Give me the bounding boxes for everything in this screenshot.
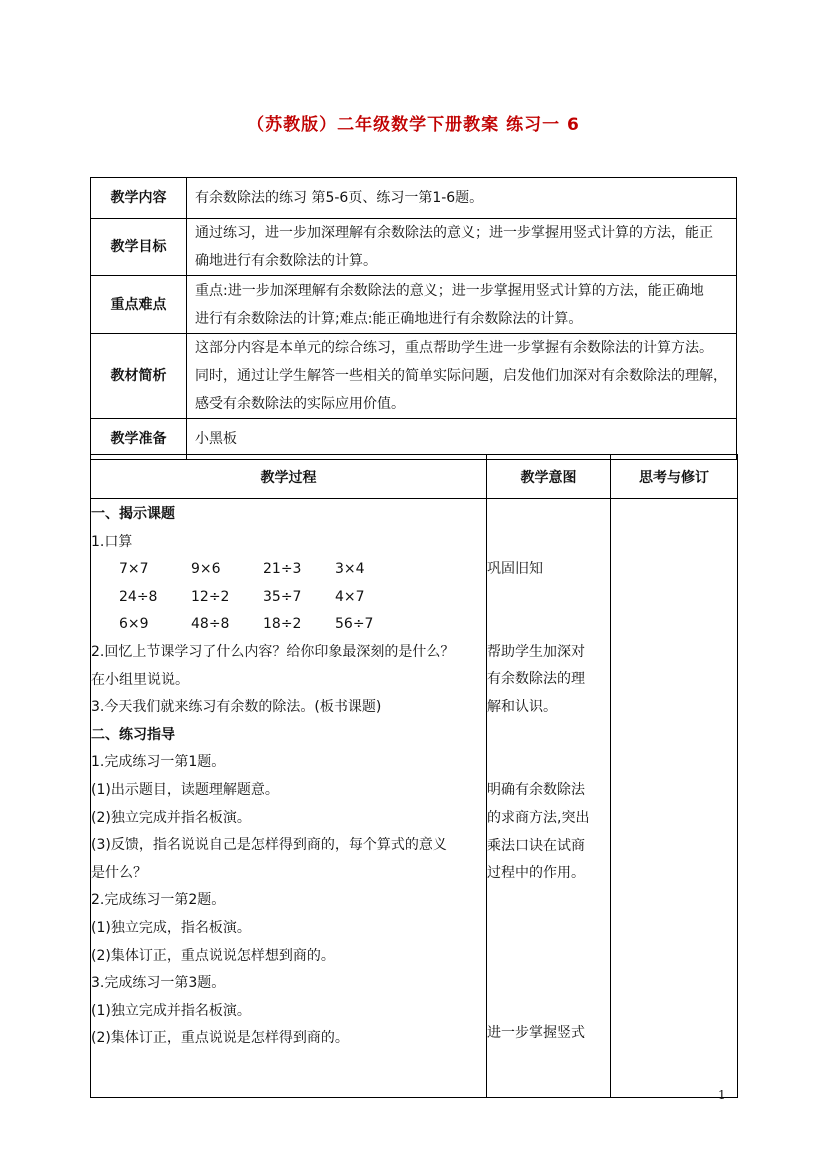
info-line: 小黑板 (195, 431, 237, 447)
intent-line: 巩固旧知 (487, 561, 543, 577)
process-line: (2)独立完成并指名板演。 (91, 809, 251, 826)
calc-item: 24÷8 (119, 588, 158, 605)
calc-item: 56÷7 (335, 616, 374, 633)
calc-item: 21÷3 (263, 561, 302, 578)
info-row-analysis (91, 334, 737, 419)
info-value (187, 219, 737, 276)
calc-row (91, 556, 486, 584)
intent-line: 有余数除法的理 (487, 671, 585, 688)
calc-row (91, 584, 486, 612)
header-process: 教学过程 (91, 455, 487, 499)
info-line: 进行有余数除法的计算;难点:能正确地进行有余数除法的计算。 (195, 310, 583, 327)
section-heading: 一、揭示课题 (91, 506, 175, 522)
calc-item: 7×7 (119, 561, 149, 578)
info-line: 有余数除法的练习 第5-6页、练习一第1-6题。 (195, 190, 484, 206)
process-body-row (91, 499, 738, 1098)
calc-item: 35÷7 (263, 588, 302, 605)
info-label: 教学内容 (91, 178, 187, 219)
page-title: （苏教版）二年级数学下册教案 练习一 6 (247, 115, 580, 135)
intent-line: 乘法口诀在试商 (487, 837, 585, 854)
intent-column (487, 499, 611, 1098)
process-line: 是什么？ (91, 864, 147, 881)
intent-line: 帮助学生加深对 (487, 643, 585, 660)
teaching-process-table (90, 454, 738, 1098)
info-label: 教材简析 (91, 334, 187, 419)
calc-item: 4×7 (335, 588, 365, 605)
process-line: (2)集体订正，重点说说是怎样得到商的。 (91, 1030, 349, 1047)
info-value (187, 276, 737, 334)
calc-item: 12÷2 (191, 588, 230, 605)
info-label: 重点难点 (91, 276, 187, 334)
lesson-info-table (90, 177, 737, 460)
process-line: 1.完成练习一第1题。 (91, 754, 226, 771)
info-label: 教学目标 (91, 219, 187, 276)
intent-line: 进一步掌握竖式 (487, 1024, 585, 1041)
calc-item: 3×4 (335, 561, 365, 578)
info-line: 通过练习，进一步加深理解有余数除法的意义；进一步掌握用竖式计算的方法，能正 (195, 225, 713, 241)
info-line: 重点:进一步加深理解有余数除法的意义；进一步掌握用竖式计算的方法，能正确地 (195, 282, 704, 299)
info-value (187, 334, 737, 419)
process-line: (1)独立完成，指名板演。 (91, 919, 251, 936)
process-line: 在小组里说说。 (91, 671, 189, 688)
info-value (187, 178, 737, 219)
info-line: 确地进行有余数除法的计算。 (195, 253, 377, 269)
process-line: (1)出示题目，读题理解题意。 (91, 781, 279, 798)
calc-item: 9×6 (191, 561, 221, 578)
info-label: 教学准备 (91, 419, 187, 460)
process-line: 3.今天我们就来练习有余数的除法。(板书课题) (91, 699, 382, 716)
header-intent: 教学意图 (487, 455, 611, 499)
process-line: 2.回忆上节课学习了什么内容？给你印象最深刻的是什么？ (91, 643, 455, 660)
process-line: 2.完成练习一第2题。 (91, 892, 226, 909)
process-line: (1)独立完成并指名板演。 (91, 1002, 251, 1019)
info-line: 同时，通过让学生解答一些相关的简单实际问题，启发他们加深对有余数除法的理解， (195, 368, 727, 384)
header-revision: 思考与修订 (611, 455, 738, 499)
intent-line: 的求商方法,突出 (487, 809, 590, 826)
calc-row (91, 611, 486, 639)
info-row-goals (91, 219, 737, 276)
intent-line: 过程中的作用。 (487, 865, 585, 882)
intent-line: 解和认识。 (487, 698, 557, 715)
revision-column (611, 499, 738, 1098)
process-line: (3)反馈，指名说说自己是怎样得到商的，每个算式的意义 (91, 837, 447, 854)
calc-item: 6×9 (119, 616, 149, 633)
info-line: 这部分内容是本单元的综合练习，重点帮助学生进一步掌握有余数除法的计算方法。 (195, 340, 713, 356)
calc-item: 18÷2 (263, 616, 302, 633)
process-column (91, 499, 487, 1098)
process-line: 3.完成练习一第3题。 (91, 975, 226, 992)
calc-item: 48÷8 (191, 616, 230, 633)
info-row-content (91, 178, 737, 219)
intent-line: 明确有余数除法 (487, 782, 585, 799)
info-row-keypoints (91, 276, 737, 334)
process-line: 1.口算 (91, 533, 133, 550)
process-header-row (91, 455, 738, 499)
section-heading: 二、练习指导 (91, 726, 175, 743)
process-line: (2)集体订正，重点说说怎样想到商的。 (91, 947, 335, 964)
info-line: 感受有余数除法的实际应用价值。 (195, 396, 405, 412)
page-number: 1 (718, 1088, 726, 1102)
